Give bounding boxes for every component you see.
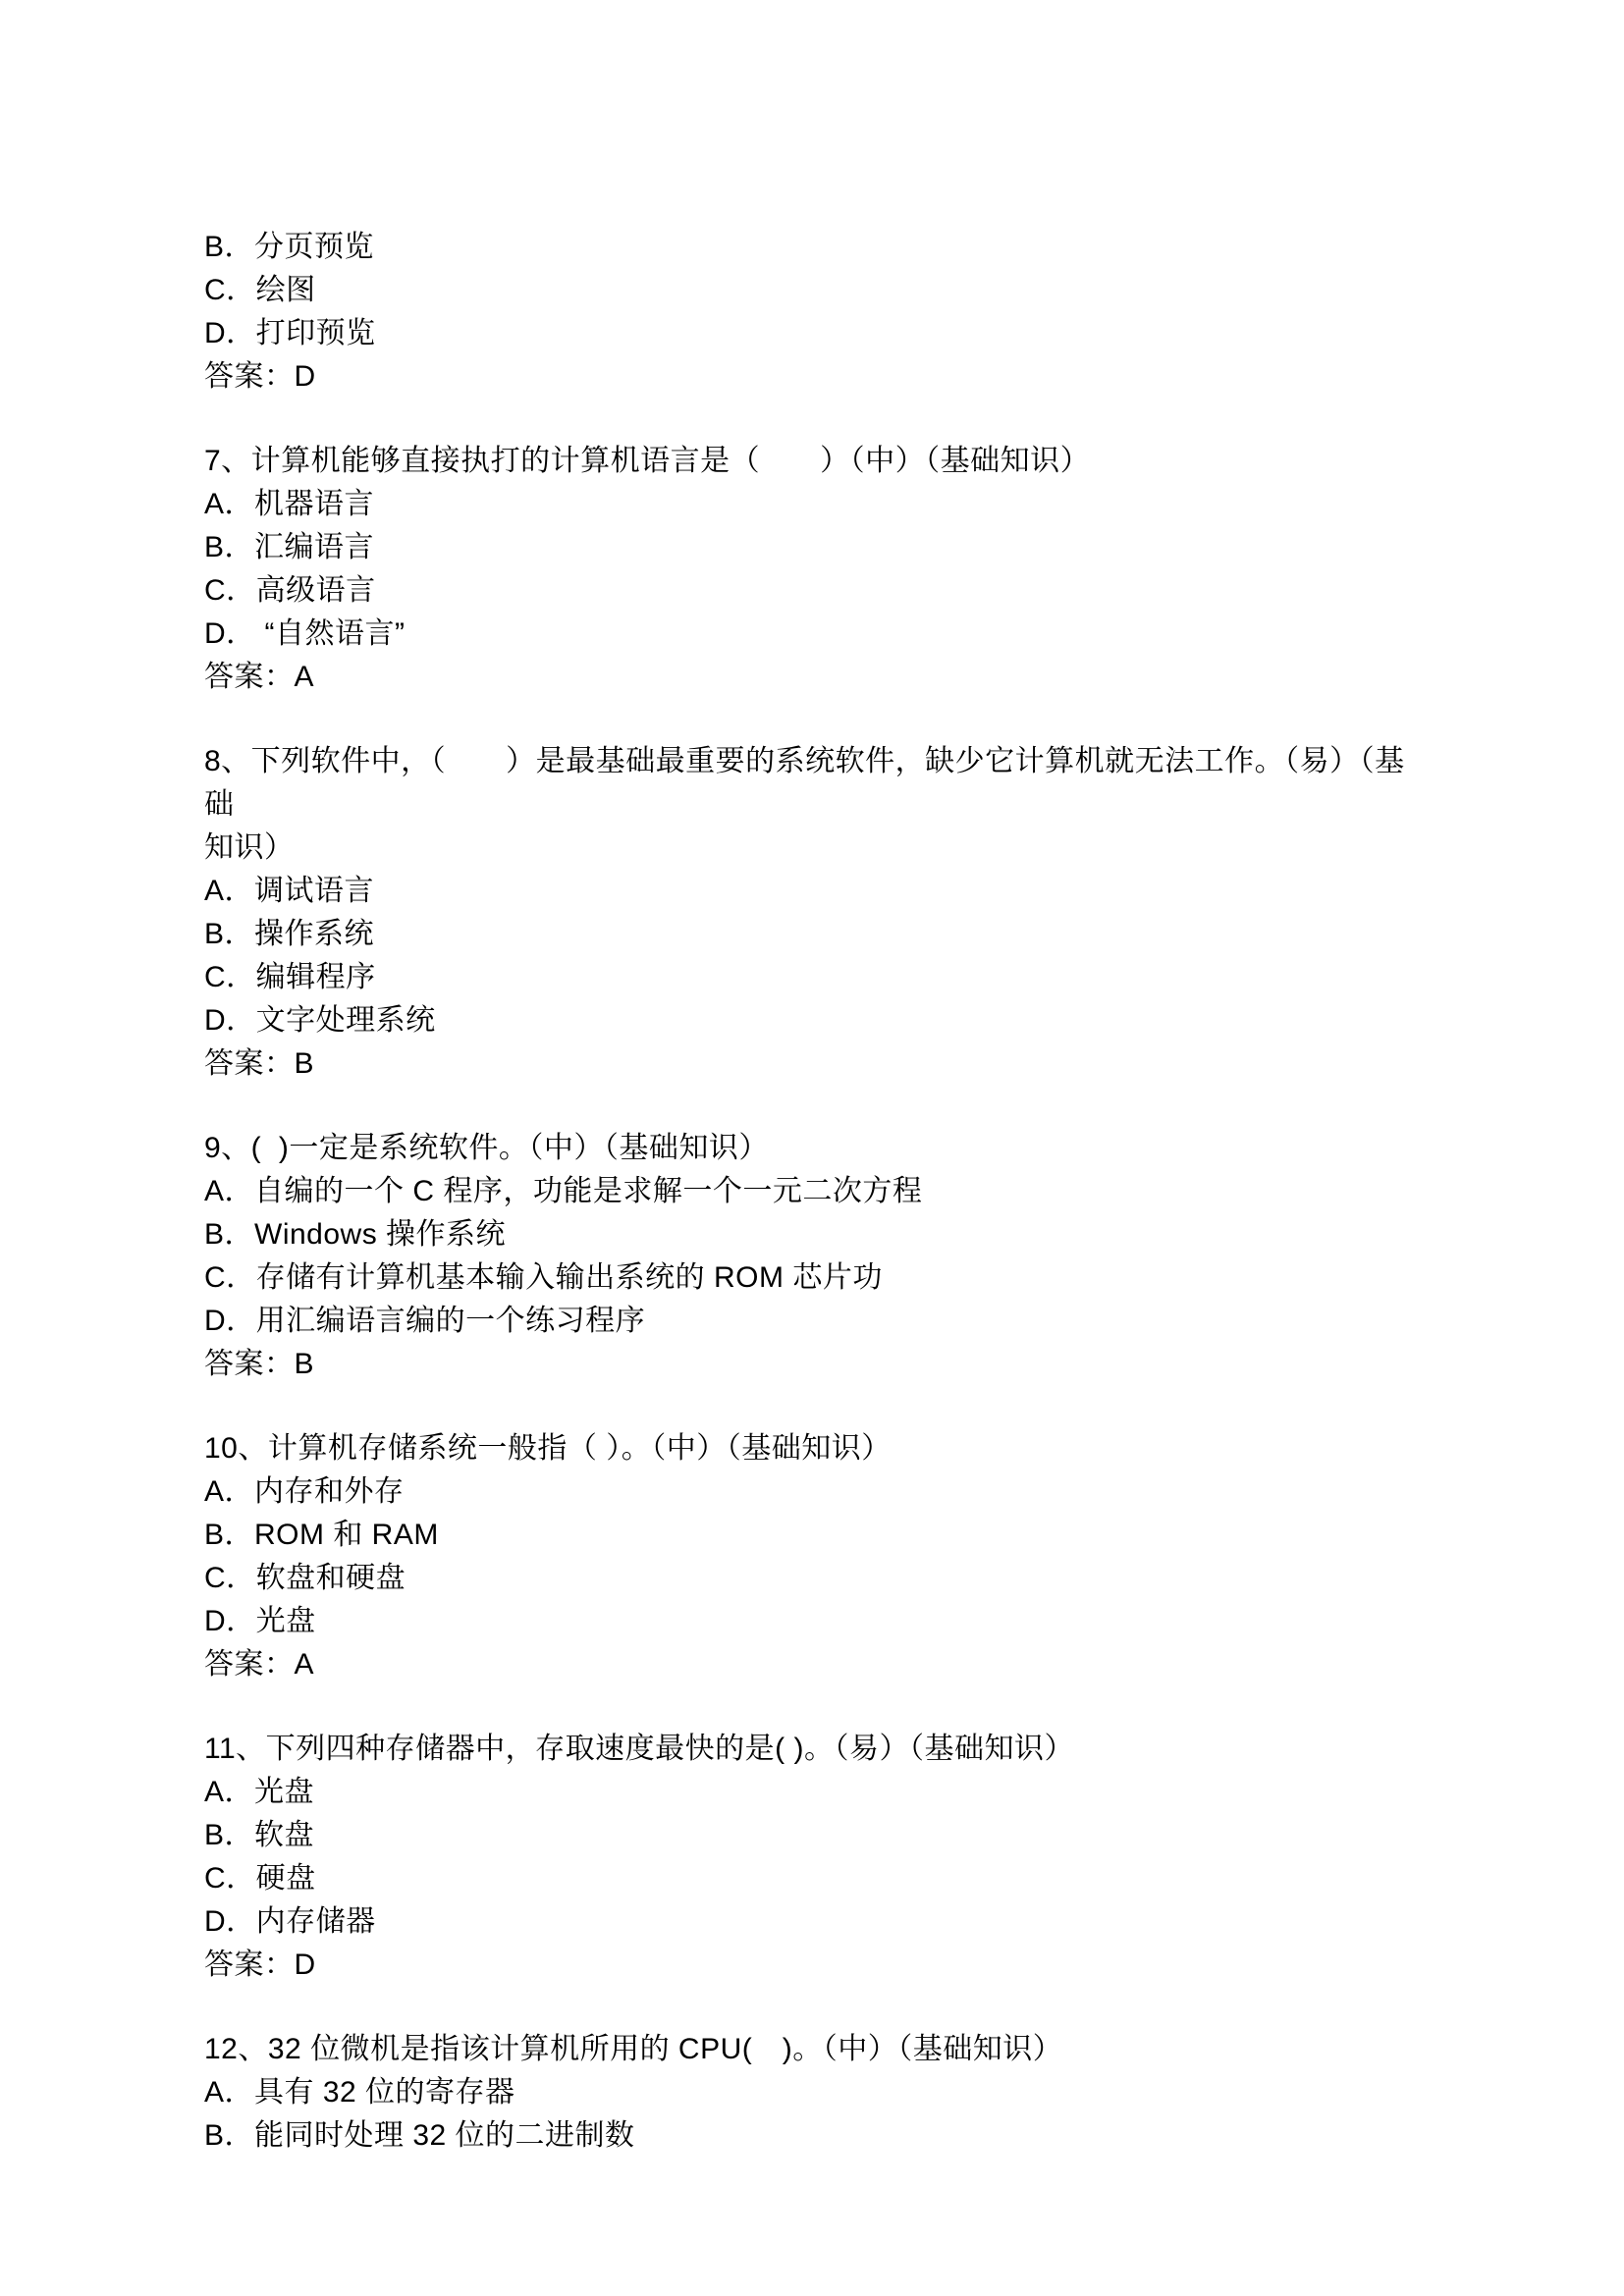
exam-content [204,226,1422,2199]
question-line: 10、计算机存储系统一般指（ ）。（中）（基础知识） [204,1432,892,1465]
option-line: C．硬盘 [204,1862,316,1895]
option-line: D．文字处理系统 [204,1004,436,1037]
option-line: D．打印预览 [204,317,376,349]
option-line: B．软盘 [204,1819,315,1851]
question-12 [204,2028,1422,2158]
option-line: C．编辑程序 [204,961,376,993]
question-10 [204,1427,1422,1686]
option-line: C．软盘和硬盘 [204,1562,406,1594]
answer-line: 答案：D [204,360,316,393]
question-7 [204,440,1422,699]
answer-line: 答案：D [204,1949,316,1981]
option-line: D．用汇编语言编的一个练习程序 [204,1305,646,1337]
option-line: B．ROM 和 RAM [204,1519,439,1551]
option-line: B．能同时处理 32 位的二进制数 [204,2119,635,2152]
question-11 [204,1728,1422,1987]
question-continuation-line: 知识） [204,831,295,864]
option-line: A．自编的一个 C 程序，功能是求解一个一元二次方程 [204,1175,923,1207]
question-line: 8、下列软件中，（ ）是最基础最重要的系统软件，缺少它计算机就无法工作。（易）（基础 [204,745,1405,821]
option-line: A．具有 32 位的寄存器 [204,2076,515,2109]
option-line: A．光盘 [204,1776,315,1808]
question-8 [204,740,1422,1086]
option-line: B．Windows 操作系统 [204,1218,507,1251]
answer-line: 答案：B [204,1348,315,1380]
answer-line: 答案：A [204,661,315,693]
option-line: B．分页预览 [204,231,375,263]
option-line: A．调试语言 [204,875,375,907]
answer-line: 答案：B [204,1047,315,1080]
option-line: C．高级语言 [204,574,376,607]
option-line: D．光盘 [204,1605,316,1637]
question-line: 7、计算机能够直接执打的计算机语言是（ ）（中）（基础知识） [204,445,1091,477]
option-line: D．内存储器 [204,1905,376,1938]
option-line: A．内存和外存 [204,1475,405,1508]
option-line: C．绘图 [204,274,316,306]
option-line: D． “自然语言” [204,617,406,650]
option-line: B．汇编语言 [204,531,375,563]
option-line: C．存储有计算机基本输入输出系统的 ROM 芯片功 [204,1261,883,1294]
question-line: 9、( )一定是系统软件。（中）（基础知识） [204,1132,769,1164]
question-line: 12、32 位微机是指该计算机所用的 CPU( )。（中）（基础知识） [204,2033,1063,2065]
question-6-options-partial [204,226,1422,399]
option-line: B．操作系统 [204,918,375,950]
question-line: 11、下列四种存储器中，存取速度最快的是( )。（易）（基础知识） [204,1733,1074,1765]
question-9 [204,1127,1422,1386]
answer-line: 答案：A [204,1648,315,1681]
option-line: A．机器语言 [204,488,375,520]
